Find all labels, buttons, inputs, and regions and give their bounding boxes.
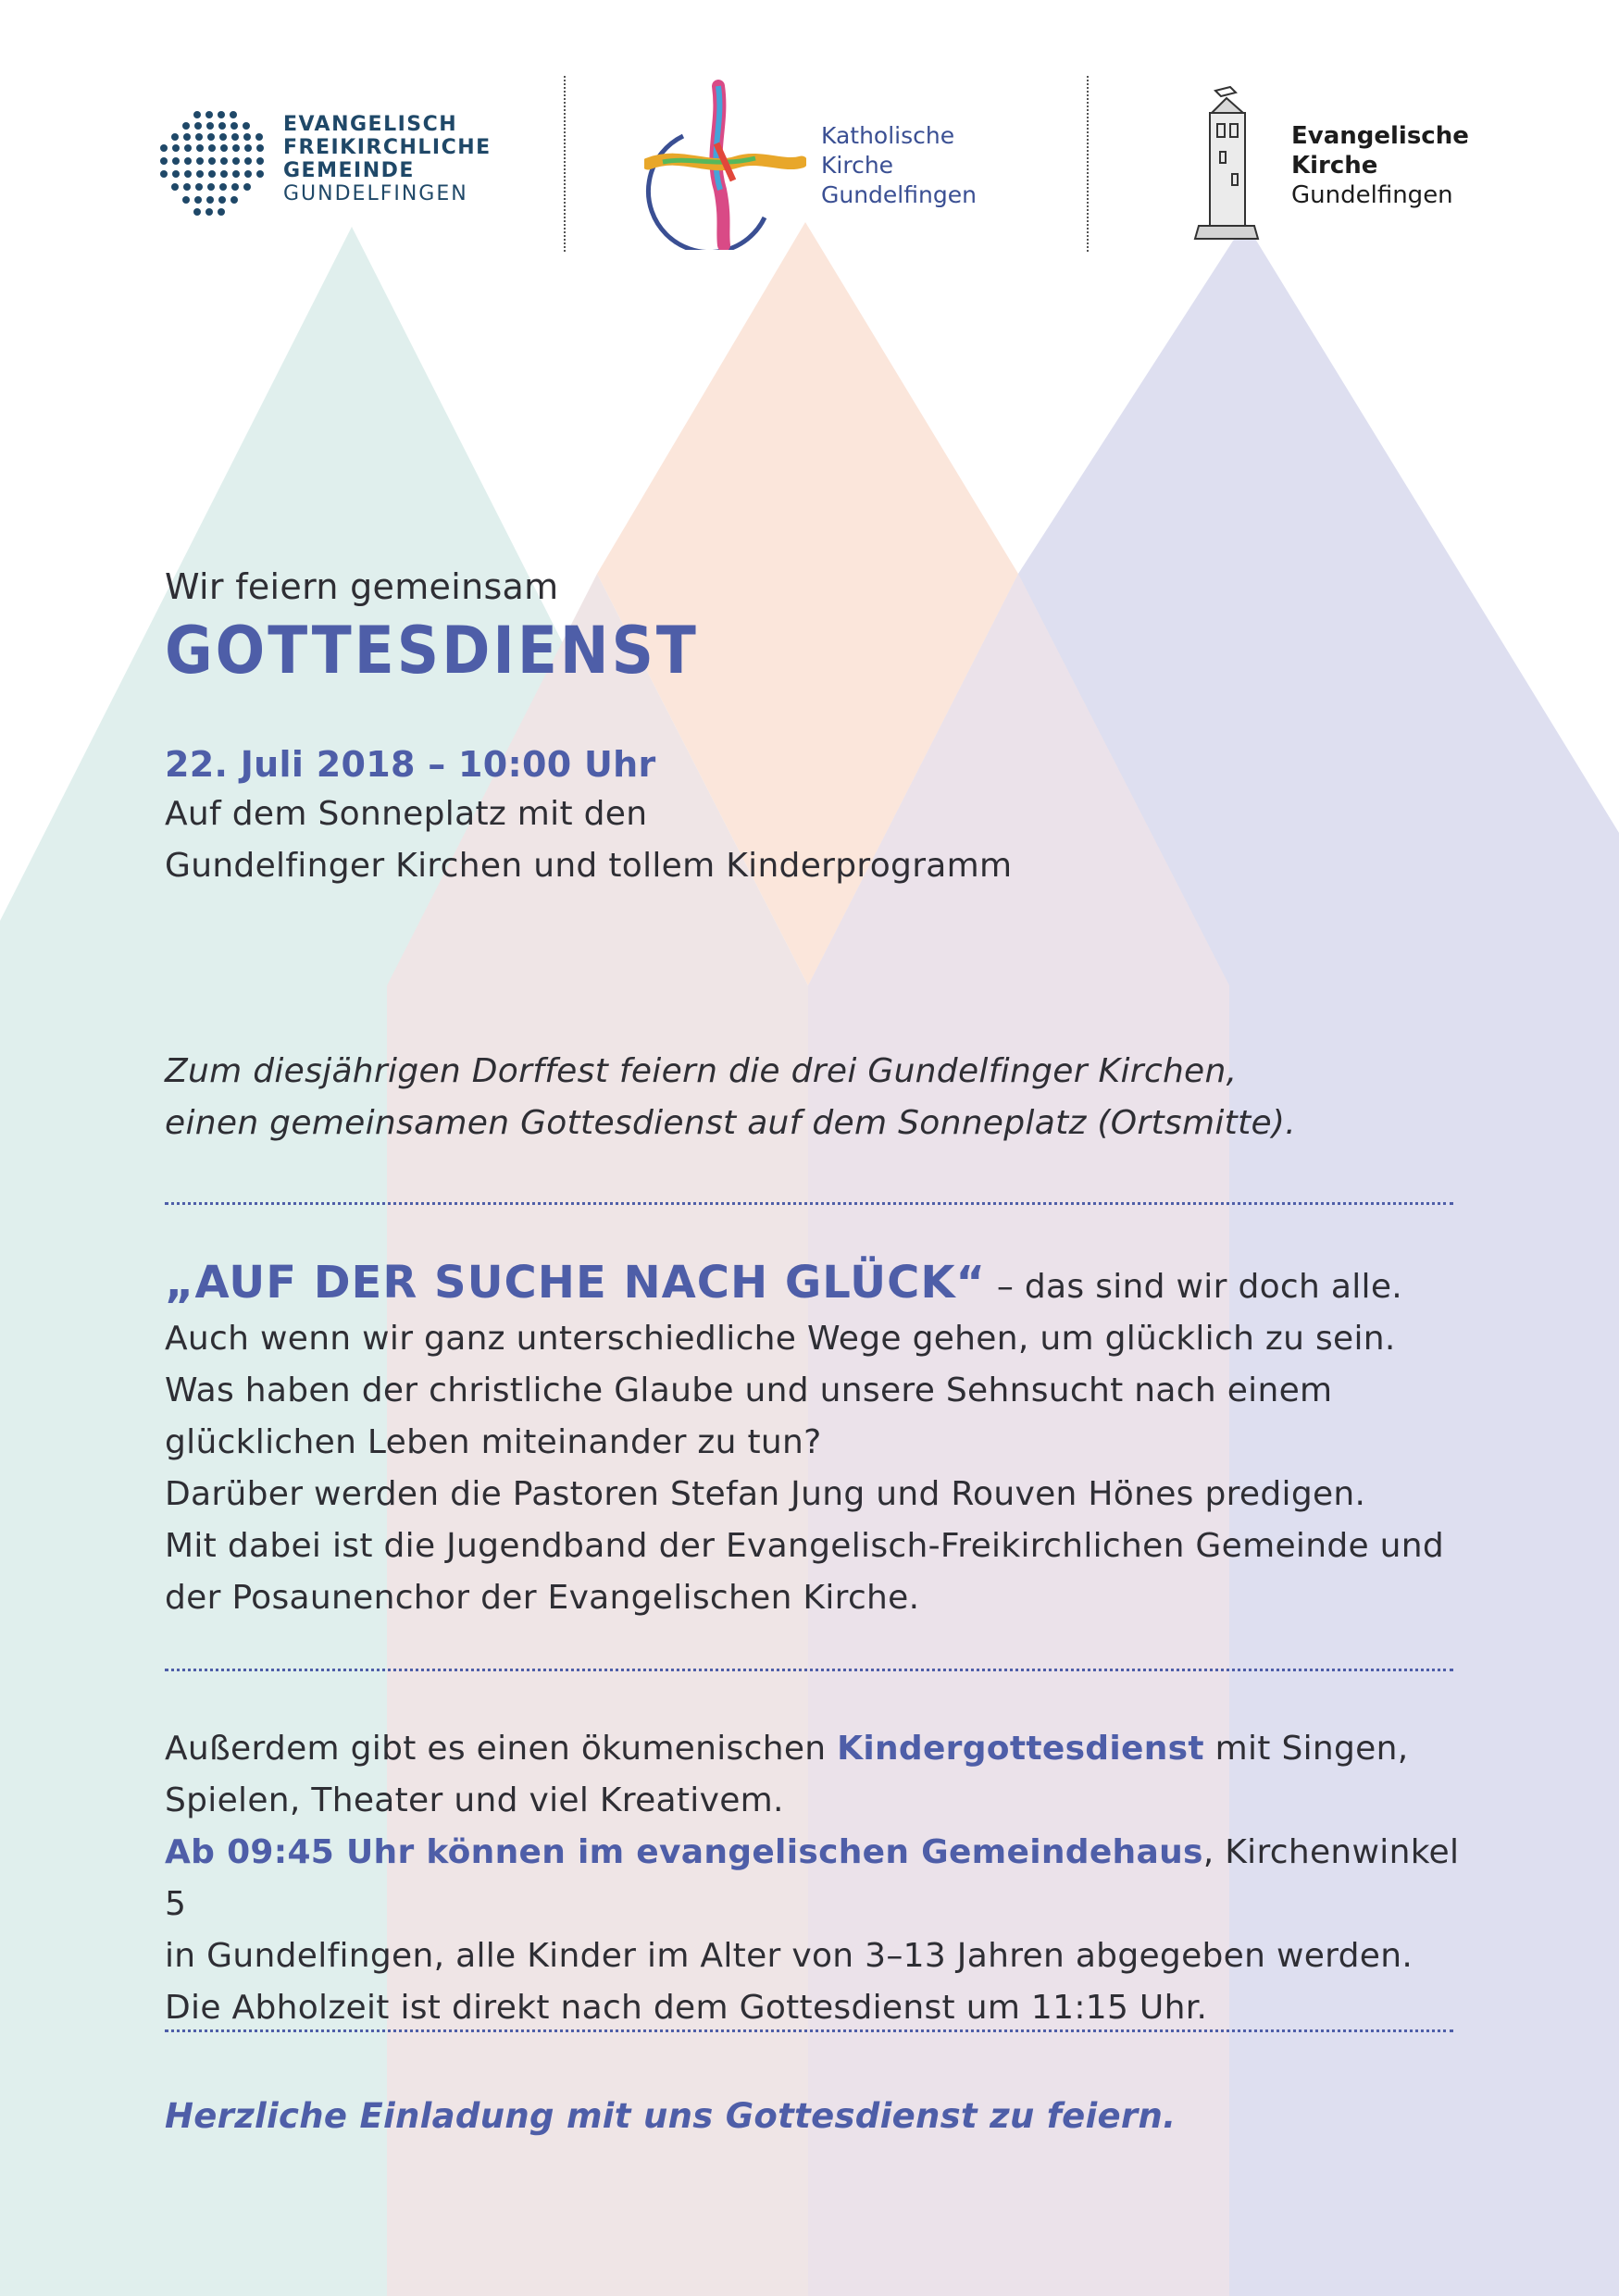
intro-paragraph (165, 1046, 1461, 1149)
closing-invitation: Herzliche Einladung mit uns Gottesdienst zu feiern. (165, 2096, 1177, 2136)
location-line2: Gundelfinger Kirchen und tollem Kinderprogramm (165, 847, 1013, 885)
glueck-line: glücklichen Leben miteinander zu tun? (165, 1423, 822, 1461)
dotted-divider (165, 1202, 1453, 1205)
kinder-text: mit Singen, (1203, 1730, 1409, 1768)
kinder-line5: Die Abholzeit ist direkt nach dem Gottesdienst um 11:15 Uhr. (165, 1989, 1208, 2027)
efg-line2: FREIKIRCHLICHE (283, 136, 492, 159)
efg-line4: GUNDELFINGEN (283, 182, 468, 205)
kindergottesdienst-highlight: Kindergottesdienst (837, 1730, 1204, 1768)
kath-line2: Kirche (821, 152, 894, 179)
efg-line3: GEMEINDE (283, 159, 415, 182)
kinder-line3 (165, 1827, 1461, 1930)
logo-divider-left (564, 76, 566, 252)
intro-paragraph-line1: Zum diesjährigen Dorffest feiern die drei Gundelfinger Kirchen, (165, 1052, 1238, 1090)
church-tower-logo-icon (1189, 85, 1264, 242)
glueck-heading-line (165, 1257, 1461, 1313)
glueck-line: Mit dabei ist die Jugendband der Evangelisch-Freikirchlichen Gemeinde und (165, 1527, 1445, 1565)
glueck-heading: „AUF DER SUCHE NACH GLÜCK“ (165, 1257, 987, 1309)
kinder-line1 (165, 1723, 1461, 1775)
glueck-line: der Posaunenchor der Evangelischen Kirche. (165, 1579, 920, 1617)
kinder-line2: Spielen, Theater und viel Kreativem. (165, 1781, 784, 1819)
dotted-divider (165, 2029, 1453, 2032)
kinder-text: Außerdem gibt es einen ökumenischen (165, 1730, 838, 1768)
kath-line3: Gundelfingen (821, 181, 977, 208)
efg-logo-text (283, 113, 492, 205)
intro-line: Wir feiern gemeinsam (165, 566, 559, 607)
intro-paragraph-line2: einen gemeinsamen Gottesdienst auf dem Sonneplatz (Ortsmitte). (165, 1104, 1297, 1142)
efg-line1: EVANGELISCH (283, 113, 458, 136)
evk-line1: Evangelische (1291, 122, 1469, 150)
evk-line3: Gundelfingen (1291, 181, 1453, 209)
glueck-line: Darüber werden die Pastoren Stefan Jung und Rouven Hönes predigen. (165, 1475, 1366, 1513)
catholic-logo-text (821, 121, 977, 210)
location-line1: Auf dem Sonneplatz mit den (165, 795, 648, 833)
glueck-heading-tail: – das sind wir doch alle. (986, 1268, 1403, 1306)
catholic-cross-logo-icon (644, 79, 806, 250)
page-title: GOTTESDIENST (165, 613, 699, 689)
logo-divider-right (1087, 76, 1089, 252)
kath-line1: Katholische (821, 122, 955, 149)
dotted-divider (165, 1669, 1453, 1671)
event-location (165, 788, 1461, 892)
kinder-text: , Kirchenwinkel 5 (165, 1833, 1460, 1923)
event-date: 22. Juli 2018 – 10:00 Uhr (165, 744, 656, 785)
kinder-section (165, 1723, 1461, 2034)
efg-logo-icon (156, 109, 271, 218)
glueck-line: Was haben der christliche Glaube und unsere Sehnsucht nach einem (165, 1371, 1333, 1409)
time-place-highlight: Ab 09:45 Uhr können im evangelischen Gemeindehaus (165, 1833, 1203, 1871)
glueck-line: Auch wenn wir ganz unterschiedliche Wege gehen, um glücklich zu sein. (165, 1320, 1396, 1358)
evk-line2: Kirche (1291, 152, 1378, 180)
evangelical-logo-text (1291, 121, 1469, 210)
kinder-line4: in Gundelfingen, alle Kinder im Alter von 3–13 Jahren abgegeben werden. (165, 1937, 1414, 1975)
glueck-section (165, 1257, 1461, 1624)
